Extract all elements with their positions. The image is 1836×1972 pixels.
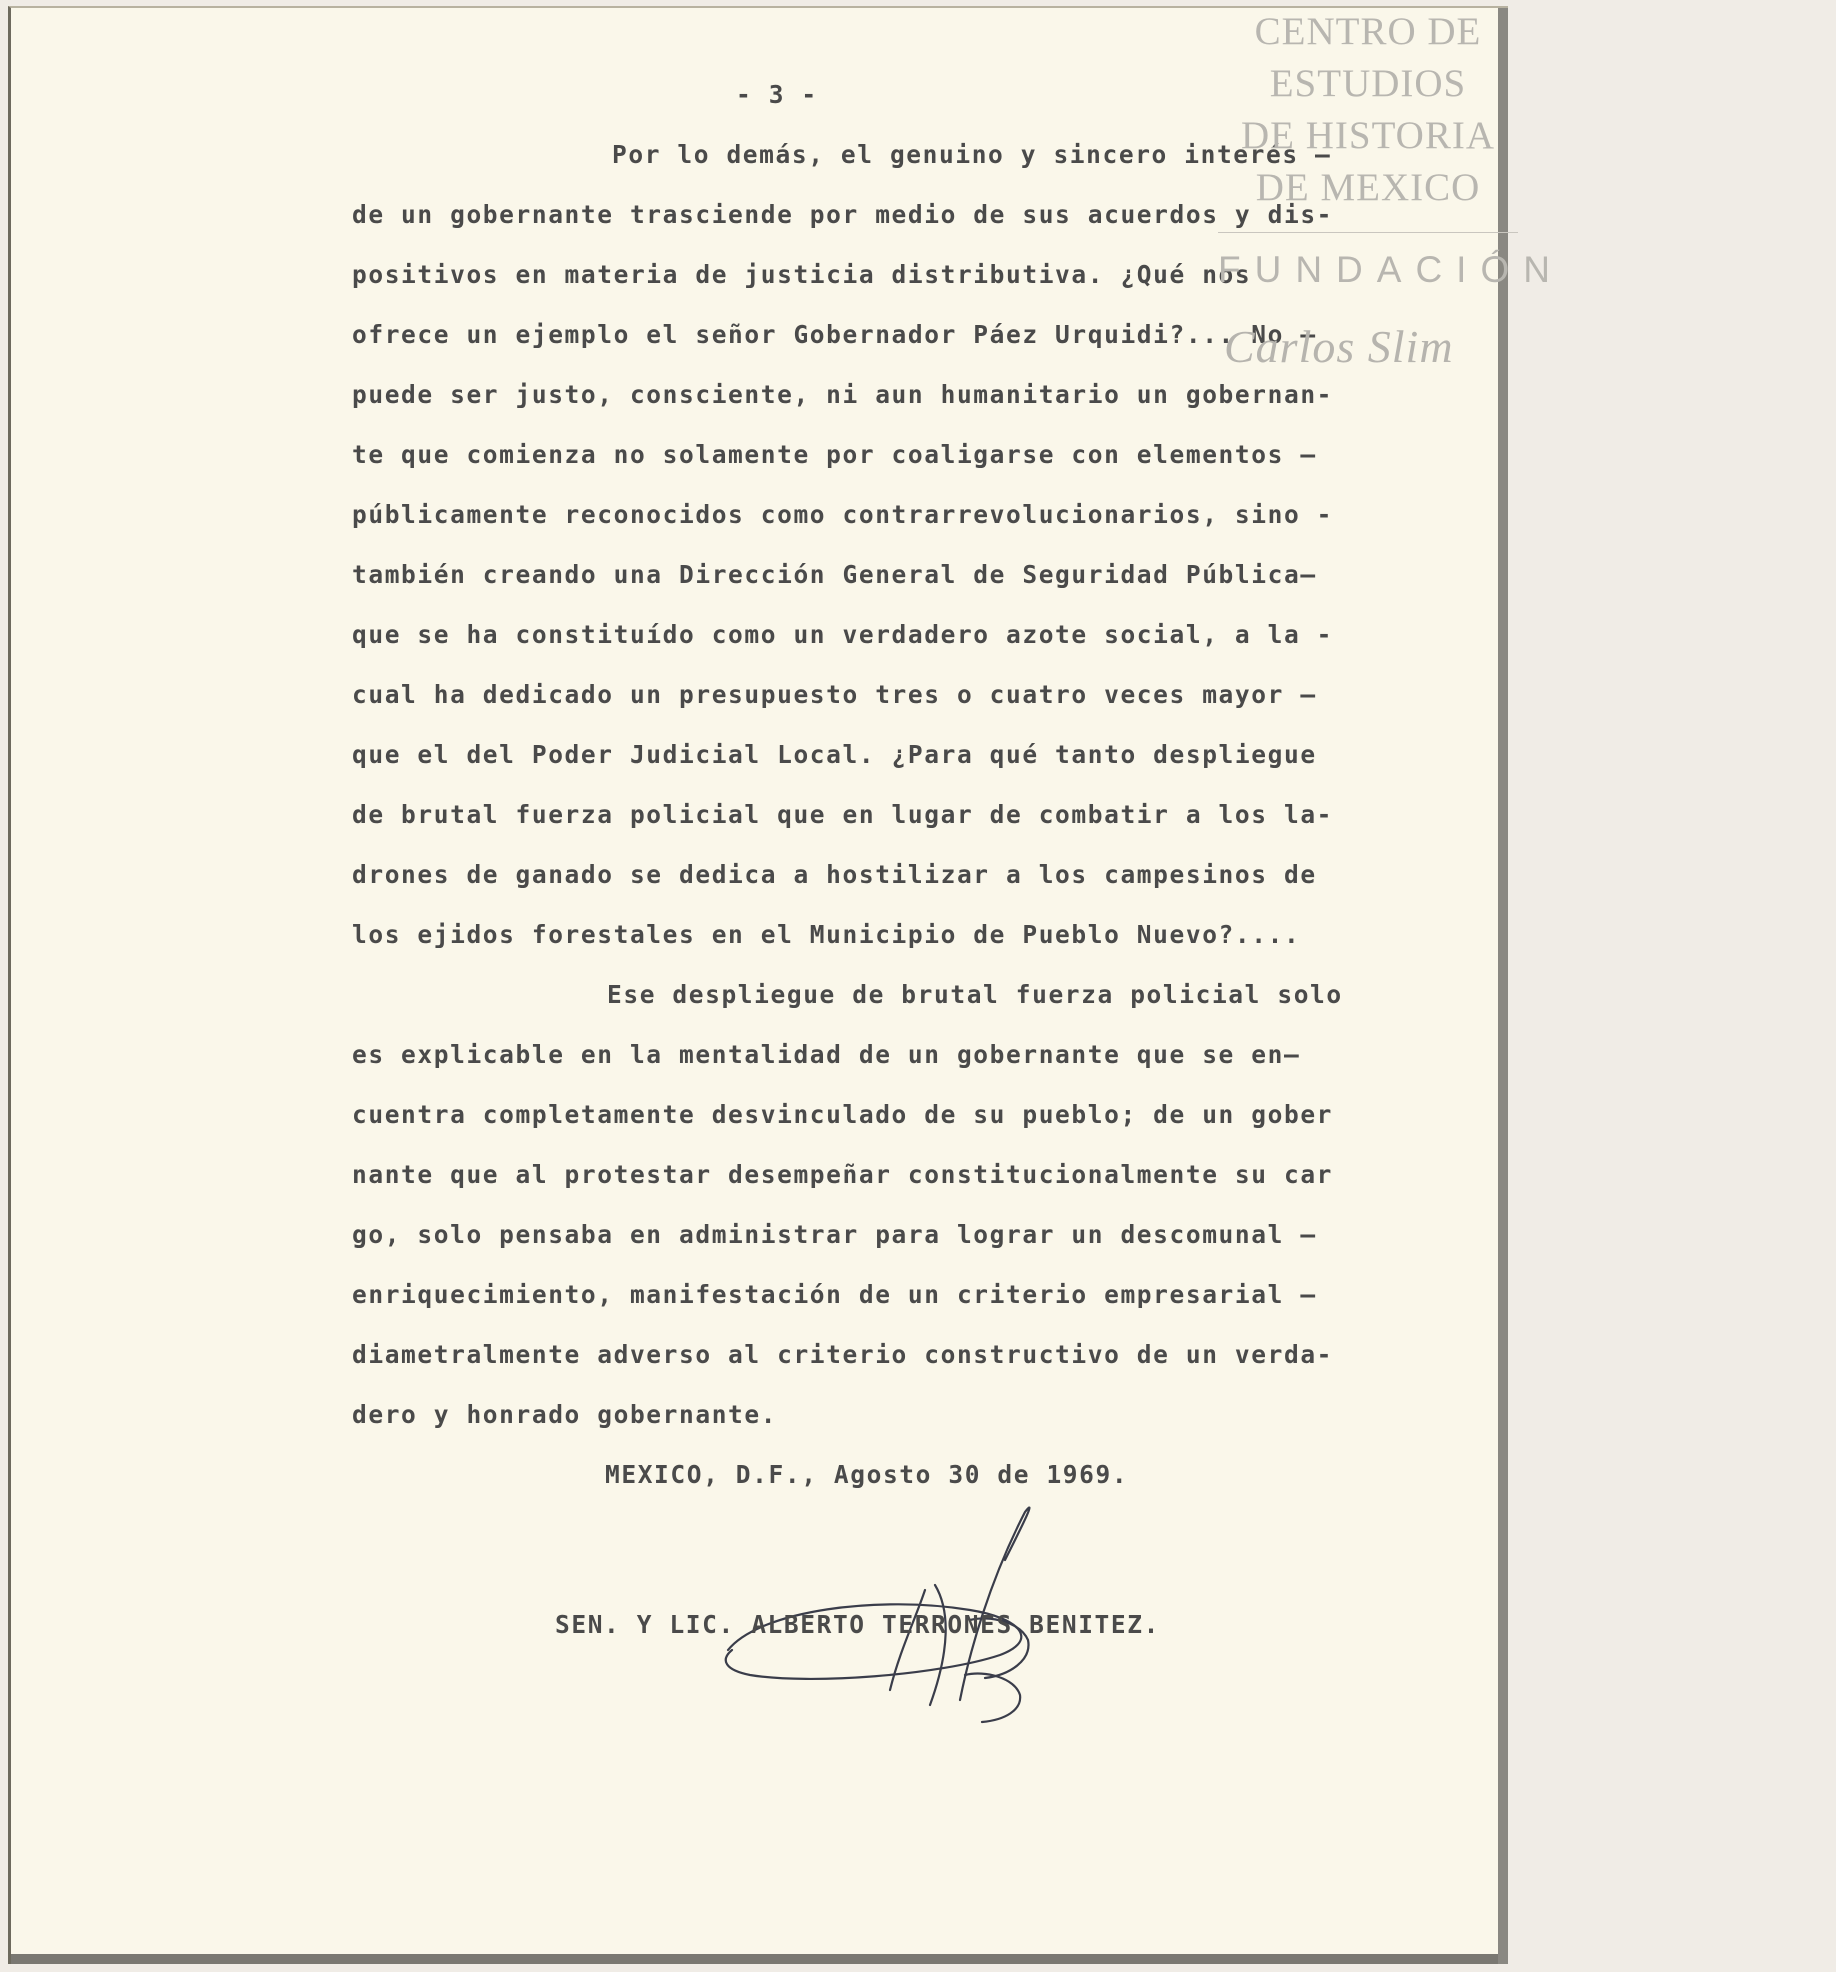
place-date: MEXICO, D.F., Agosto 30 de 1969. <box>605 1460 1129 1489</box>
watermark-line: CENTRO DE <box>1254 10 1482 53</box>
page-number: - 3 - <box>736 80 818 109</box>
text-line: puede ser justo, consciente, ni aun humanitario un gobernan- <box>352 380 1334 409</box>
text-line: es explicable en la mentalidad de un gobernante que se en— <box>352 1040 1301 1069</box>
text-line: de brutal fuerza policial que en lugar de combatir a los la- <box>352 800 1334 829</box>
text-line: ofrece un ejemplo el señor Gobernador Páez Urquidi?... No — <box>352 320 1317 349</box>
text-line: te que comienza no solamente por coaligarse con elementos — <box>352 440 1317 469</box>
svg-text:Carlos Slim: Carlos Slim <box>1224 321 1454 372</box>
text-line: enriquecimiento, manifestación de un criterio empresarial — <box>352 1280 1317 1309</box>
text-line: Ese despliegue de brutal fuerza policial solo <box>607 980 1343 1009</box>
text-line: los ejidos forestales en el Municipio de Pueblo Nuevo?.... <box>352 920 1301 949</box>
text-line: go, solo pensaba en administrar para lograr un descomunal — <box>352 1220 1317 1249</box>
text-line: que el del Poder Judicial Local. ¿Para qué tanto despliegue <box>352 740 1317 769</box>
text-line: públicamente reconocidos como contrarrevolucionarios, sino - <box>352 500 1334 529</box>
text-line: que se ha constituído como un verdadero azote social, a la - <box>352 620 1334 649</box>
watermark-line: ESTUDIOS <box>1269 62 1467 105</box>
page-shadow-right <box>1498 8 1508 1964</box>
text-line: dero y honrado gobernante. <box>352 1400 778 1429</box>
watermark-divider <box>1218 232 1518 233</box>
archive-watermark <box>1218 6 1518 214</box>
text-line: cuentra completamente desvinculado de su pueblo; de un gober <box>352 1100 1334 1129</box>
page-shadow-bottom <box>11 1954 1508 1964</box>
text-line: nante que al protestar desempeñar constitucionalmente su car <box>352 1160 1334 1189</box>
text-line: también creando una Dirección General de Seguridad Pública— <box>352 560 1317 589</box>
text-line: drones de ganado se dedica a hostilizar a los campesinos de <box>352 860 1317 889</box>
text-line: positivos en materia de justicia distributiva. ¿Qué nos <box>352 260 1252 289</box>
text-line: cual ha dedicado un presupuesto tres o cuatro veces mayor — <box>352 680 1317 709</box>
watermark-line: DE MEXICO <box>1255 166 1481 209</box>
sponsor-logo <box>1218 318 1508 378</box>
watermark-foundation-text: FUNDACIÓN <box>1218 249 1564 290</box>
text-line: de un gobernante trasciende por medio de sus acuerdos y dis- <box>352 200 1334 229</box>
watermark-foundation <box>1218 244 1564 296</box>
text-line: diametralmente adverso al criterio constructivo de un verda- <box>352 1340 1334 1369</box>
signatory-name: SEN. Y LIC. ALBERTO TERRONES BENITEZ. <box>555 1610 1160 1639</box>
text-line: Por lo demás, el genuino y sincero interés — <box>612 140 1332 169</box>
watermark-line: DE HISTORIA <box>1240 114 1496 157</box>
